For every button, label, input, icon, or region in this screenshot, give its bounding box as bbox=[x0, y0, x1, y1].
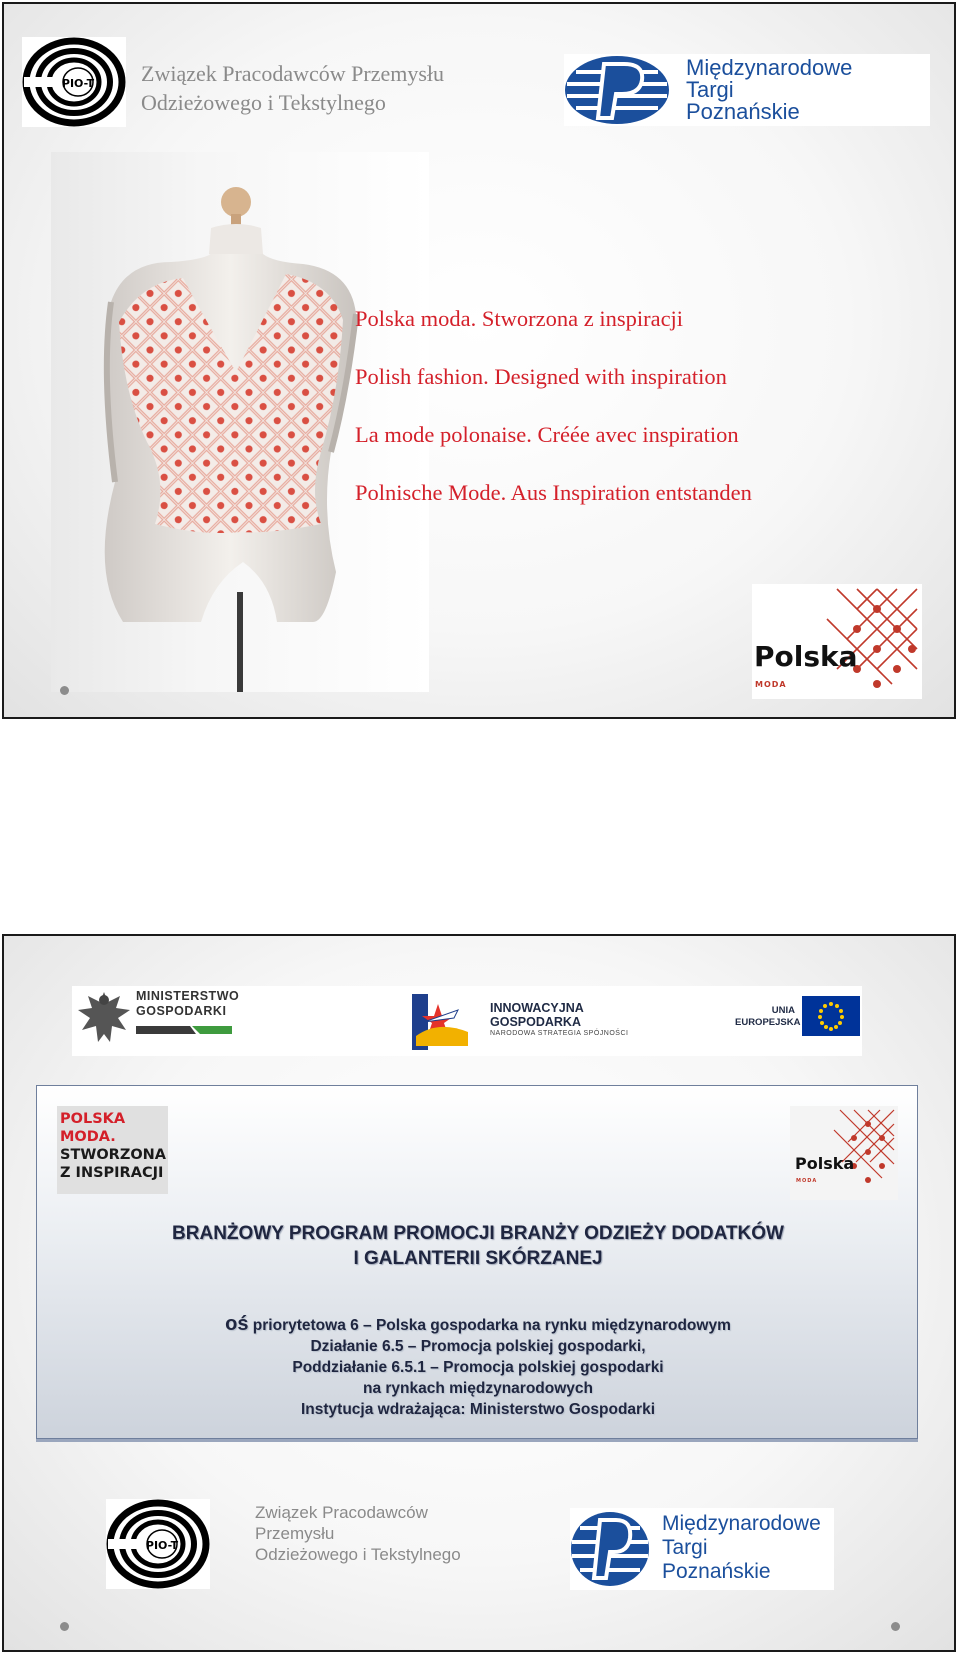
tagline-german: Polnische Mode. Aus Inspiration entstanden bbox=[355, 480, 752, 505]
org-name-line-1: Związek Pracodawców Przemysłu bbox=[141, 61, 445, 86]
slide-dot-right bbox=[891, 1622, 900, 1631]
ministry-line-2: GOSPODARKI bbox=[136, 1004, 227, 1018]
priority-first-word: oś bbox=[225, 1313, 249, 1335]
badge-line-3: STWORZONA bbox=[60, 1147, 167, 1163]
innovative-economy-icon bbox=[408, 990, 478, 1052]
org-name-bottom-line-3: Odzieżowego i Tekstylnego bbox=[255, 1545, 461, 1564]
mtp-name-bottom-line-1: Międzynarodowe bbox=[662, 1512, 821, 1535]
folk-pattern-icon bbox=[790, 1106, 898, 1200]
priority-line-3: Poddziałanie 6.5.1 – Promocja polskiej gospodarki bbox=[292, 1359, 664, 1376]
tagline-list bbox=[355, 304, 752, 536]
mtp-name-line-2: Targi bbox=[686, 77, 734, 102]
org-name-bottom-line-1: Związek Pracodawców bbox=[255, 1503, 428, 1522]
priority-line-1 bbox=[37, 1314, 919, 1336]
partner-logos-bar bbox=[72, 986, 862, 1056]
priority-line-1-text: priorytetowa 6 – Polska gospodarka na rynku międzynarodowym bbox=[252, 1317, 731, 1334]
priority-line-5: Instytucja wdrażająca: Ministerstwo Gospodarki bbox=[300, 1401, 655, 1418]
tagline-french: La mode polonaise. Créée avec inspiration bbox=[355, 422, 739, 447]
badge-line-1: POLSKA bbox=[60, 1111, 126, 1127]
program-title-line-2: I GALANTERII SKÓRZANEJ bbox=[353, 1248, 603, 1269]
moda-word: MODA bbox=[755, 680, 787, 689]
polska-word-small: Polska bbox=[795, 1154, 855, 1173]
polska-word: Polska bbox=[754, 640, 858, 673]
mtp-name-line-1: Międzynarodowe bbox=[686, 55, 853, 80]
moda-word-small: MODA bbox=[796, 1178, 818, 1184]
org-name-bottom bbox=[255, 1502, 461, 1565]
slide-1 bbox=[2, 2, 956, 719]
mtp-logo-bottom bbox=[570, 1508, 834, 1590]
priority-line-2: Działanie 6.5 – Promocja polskiej gospodarki, bbox=[310, 1338, 646, 1355]
ig-subtitle: NARODOWA STRATEGIA SPÓJNOŚCI bbox=[490, 1030, 629, 1037]
org-name-bottom-line-2: Przemysłu bbox=[255, 1524, 335, 1543]
mtp-logo bbox=[564, 54, 930, 126]
pio-t-logo-icon bbox=[22, 37, 126, 127]
mtp-name bbox=[686, 57, 852, 123]
polska-moda-logo-small bbox=[790, 1106, 898, 1200]
eu-line-1: UNIA bbox=[771, 1005, 795, 1016]
eu-line-2: EUROPEJSKA bbox=[735, 1017, 801, 1028]
org-name-line-2: Odzieżowego i Tekstylnego bbox=[141, 90, 386, 115]
svg-text:PIO-T: PIO-T bbox=[61, 77, 95, 90]
mtp-globe-icon bbox=[570, 1510, 650, 1588]
mtp-name-line-3: Poznańskie bbox=[686, 99, 800, 124]
slide-dot-left bbox=[60, 1622, 69, 1631]
pio-t-logo bbox=[22, 37, 126, 127]
eu-text bbox=[735, 1005, 801, 1029]
slide-2 bbox=[2, 934, 956, 1652]
pio-t-logo-icon bbox=[106, 1499, 210, 1589]
tagline-polish: Polska moda. Stworzona z inspiracji bbox=[355, 306, 684, 331]
org-name bbox=[141, 59, 444, 117]
badge-line-2: MODA. bbox=[60, 1129, 116, 1145]
innovative-economy-text bbox=[490, 1001, 584, 1029]
ig-line-1: INNOWACYJNA bbox=[490, 1001, 584, 1015]
polska-moda-badge bbox=[57, 1106, 168, 1194]
program-title-line-1: BRANŻOWY PROGRAM PROMOCJI BRANŻY ODZIEŻY DODATKÓW bbox=[172, 1223, 784, 1244]
ministry-stripe-icon bbox=[136, 1022, 232, 1036]
program-info-box bbox=[36, 1085, 918, 1439]
ig-line-2: GOSPODARKA bbox=[490, 1015, 581, 1029]
ministry-logo-text bbox=[136, 989, 239, 1019]
slide-dot bbox=[60, 686, 69, 695]
mtp-name-bottom-line-2: Targi bbox=[662, 1536, 708, 1559]
svg-text:PIO-T: PIO-T bbox=[145, 1539, 179, 1552]
priority-axis-text bbox=[37, 1314, 919, 1420]
polska-moda-logo bbox=[752, 584, 922, 699]
ministry-line-1: MINISTERSTWO bbox=[136, 989, 240, 1003]
pio-t-logo-bottom bbox=[106, 1499, 210, 1589]
eagle-emblem-icon bbox=[76, 988, 132, 1052]
tagline-english: Polish fashion. Designed with inspiration bbox=[355, 364, 727, 389]
mtp-name-bottom bbox=[662, 1512, 821, 1584]
mtp-globe-icon bbox=[564, 54, 670, 126]
mtp-name-bottom-line-3: Poznańskie bbox=[662, 1560, 771, 1583]
badge-line-4: Z INSPIRACJI bbox=[60, 1165, 164, 1181]
priority-line-4: na rynkach międzynarodowych bbox=[363, 1380, 593, 1397]
program-title bbox=[37, 1221, 919, 1271]
eu-flag-icon bbox=[802, 996, 860, 1036]
